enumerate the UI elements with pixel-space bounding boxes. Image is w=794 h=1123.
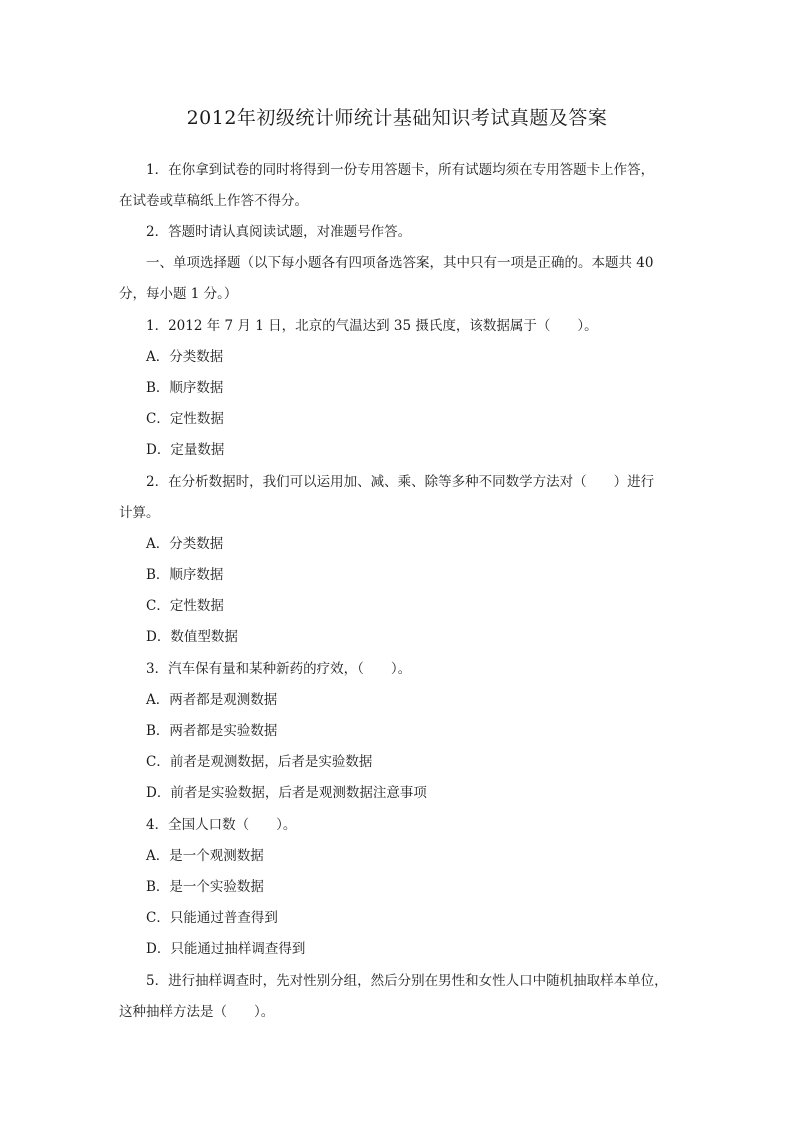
- instruction-line: 2．答题时请认真阅读试题，对准题号作答。: [146, 224, 412, 240]
- question-stem: 4．全国人口数（ ）。: [146, 817, 297, 833]
- instruction-line: 在试卷或草稿纸上作答不得分。: [119, 193, 308, 209]
- answer-option: A．分类数据: [146, 349, 224, 365]
- answer-option: D．数值型数据: [146, 629, 238, 645]
- answer-option: A．是一个观测数据: [146, 848, 264, 864]
- question-stem: 3．汽车保有量和某种新药的疗效，（ ）。: [146, 661, 412, 677]
- answer-option: C．前者是观测数据，后者是实验数据: [146, 754, 373, 770]
- answer-option: B．顺序数据: [146, 380, 224, 396]
- section-heading: 分，每小题 1 分。）: [119, 286, 238, 302]
- answer-option: C．只能通过普查得到: [146, 910, 278, 926]
- question-stem: 这种抽样方法是（ ）。: [119, 1004, 275, 1020]
- answer-option: D．只能通过抽样调查得到: [146, 941, 306, 957]
- answer-option: A．分类数据: [146, 536, 224, 552]
- question-stem: 1．2012 年 7 月 1 日，北京的气温达到 35 摄氏度，该数据属于（ ）。: [146, 318, 598, 334]
- answer-option: A．两者都是观测数据: [146, 692, 278, 708]
- document-title: 2012年初级统计师统计基础知识考试真题及答案: [186, 107, 608, 129]
- answer-option: C．定性数据: [146, 598, 224, 614]
- answer-option: B．是一个实验数据: [146, 879, 264, 895]
- question-stem: 5．进行抽样调查时，先对性别分组，然后分别在男性和女性人口中随机抽取样本单位，: [146, 973, 668, 989]
- question-stem: 2．在分析数据时，我们可以运用加、减、乘、除等多种不同数学方法对（ ）进行: [146, 474, 655, 490]
- answer-option: C．定性数据: [146, 411, 224, 427]
- section-heading: 一、单项选择题（以下每小题各有四项备选答案，其中只有一项是正确的。本题共 40: [146, 255, 654, 271]
- answer-option: D．前者是实验数据，后者是观测数据注意事项: [146, 785, 427, 801]
- answer-option: B．顺序数据: [146, 567, 224, 583]
- answer-option: D．定量数据: [146, 442, 225, 458]
- question-stem: 计算。: [119, 505, 160, 521]
- instruction-line: 1．在你拿到试卷的同时将得到一份专用答题卡，所有试题均须在专用答题卡上作答，: [146, 162, 655, 178]
- answer-option: B．两者都是实验数据: [146, 723, 278, 739]
